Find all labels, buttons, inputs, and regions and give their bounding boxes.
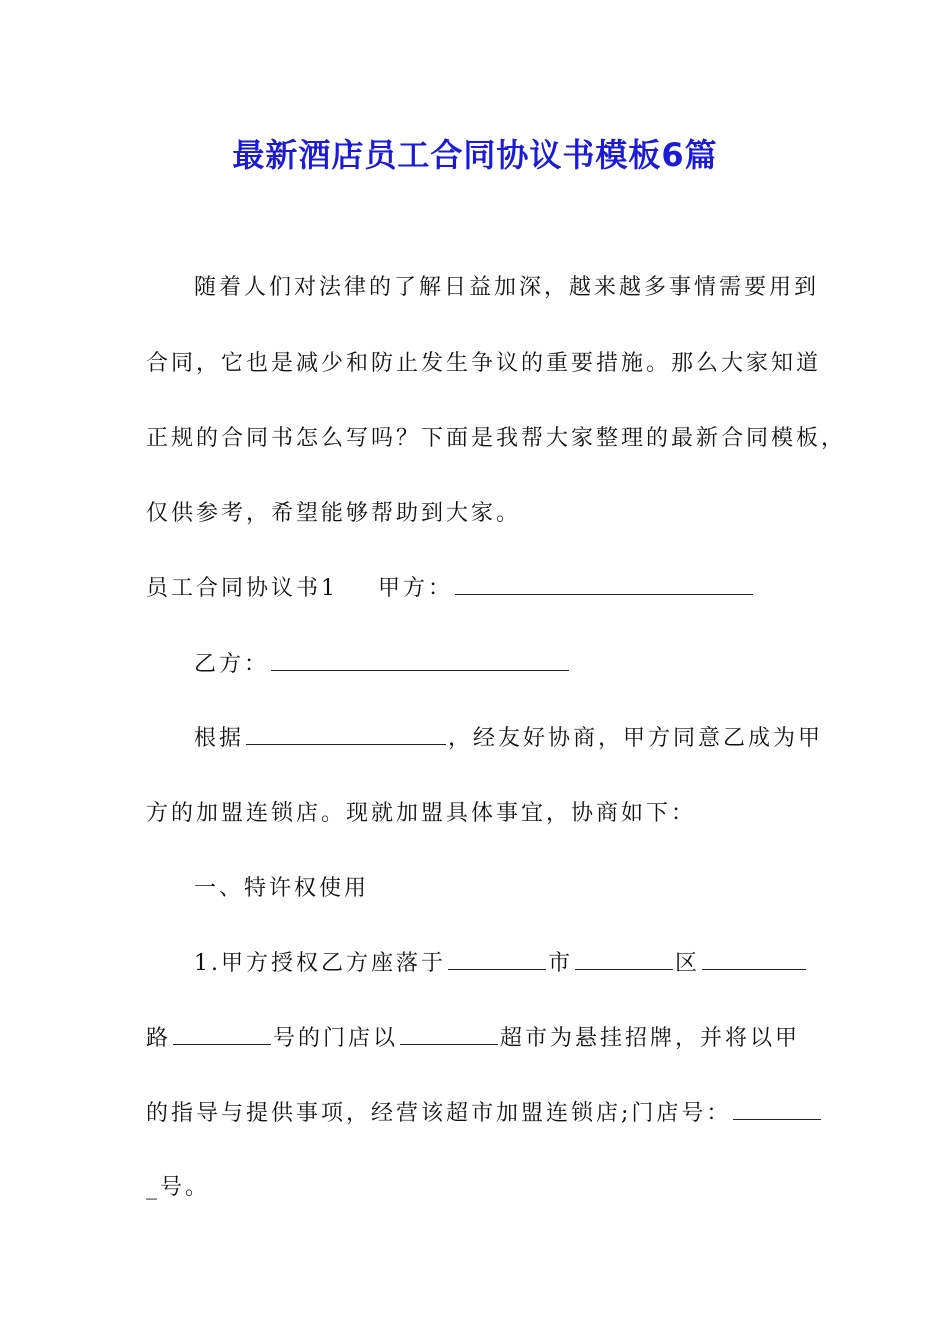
brand-blank [400, 1043, 498, 1045]
basis-row [194, 721, 823, 752]
item-1-row-2 [146, 1021, 800, 1052]
intro-line-2: 合同，它也是减少和防止发生争议的重要措施。那么大家知道 [146, 351, 822, 376]
intro-line-1: 随着人们对法律的了解日益加深，越来越多事情需要用到 [194, 275, 820, 300]
item-1-number: 号的门店以 [273, 1026, 399, 1051]
item-1-line-4-end: 号。 [160, 1175, 211, 1200]
road-number-blank [173, 1043, 271, 1045]
basis-suffix: ，经友好协商，甲方同意乙成为甲 [448, 726, 824, 751]
basis-blank [246, 743, 446, 745]
document-title: 最新酒店员工合同协议书模板6篇 [232, 136, 718, 174]
road-blank [702, 968, 806, 970]
underscore-mark: _ [146, 1175, 160, 1200]
item-1-road: 路 [146, 1026, 172, 1051]
item-1-city: 市 [548, 951, 574, 976]
item-1-row-3 [146, 1096, 823, 1127]
item-1-district: 区 [675, 951, 701, 976]
store-number-blank [733, 1118, 821, 1120]
item-1-row-4 [146, 1170, 210, 1201]
contract-heading-row [146, 571, 755, 602]
party-a-blank [455, 593, 753, 595]
item-1-rest: 超市为悬挂招牌，并将以甲 [500, 1026, 801, 1051]
party-b-row [194, 647, 571, 678]
contract-heading: 员工合同协议书1 [146, 576, 338, 601]
intro-line-4: 仅供参考，希望能够帮助到大家。 [146, 501, 522, 526]
section-1-heading: 一、特许权使用 [194, 876, 370, 901]
party-b-blank [271, 669, 569, 671]
basis-line-2: 方的加盟连锁店。现就加盟具体事宜，协商如下： [146, 801, 697, 826]
party-a-label: 甲方： [378, 576, 454, 601]
basis-prefix: 根据 [194, 726, 245, 751]
intro-line-3: 正规的合同书怎么写吗？下面是我帮大家整理的最新合同模板， [146, 426, 847, 451]
item-1-line-3: 的指导与提供事项，经营该超市加盟连锁店;门店号： [146, 1101, 732, 1126]
city-blank [448, 968, 546, 970]
party-b-label: 乙方： [194, 652, 270, 677]
item-1-row-1 [194, 946, 808, 977]
district-blank [575, 968, 673, 970]
item-1-prefix: 1.甲方授权乙方座落于 [194, 951, 446, 976]
